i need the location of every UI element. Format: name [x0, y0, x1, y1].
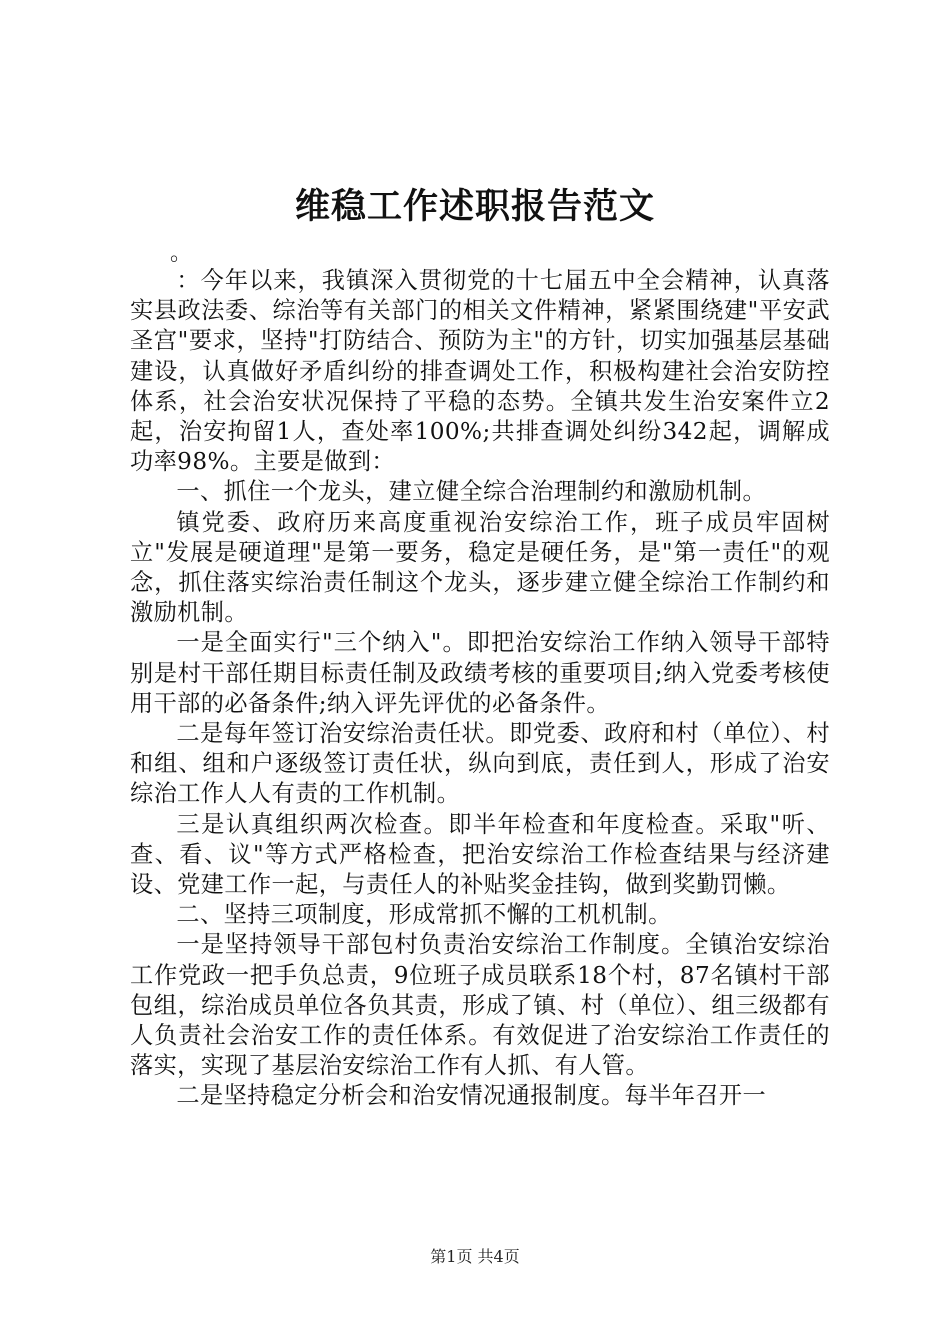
- page-footer: 第1页 共4页: [430, 1247, 520, 1266]
- section-heading: 二、坚持三项制度，形成常抓不懈的工机机制。: [176, 901, 672, 929]
- document-title: 维稳工作述职报告范文: [294, 186, 655, 227]
- document-body: [130, 266, 830, 1112]
- paragraph: 一是坚持领导干部包村负责治安综治工作制度。全镇治安综治工作党政一把手负总责，9位班子成员联系18个村，87名镇村干部包组，综治成员单位各负其责，形成了镇、村（单位）、组三级都有人负责社会治安工作的责任体系。有效促进了治安综治工作责任的落实，实现了基层治安综治工作有人抓、有人管。: [130, 931, 830, 1080]
- paragraph: 一是全面实行"三个纳入"。即把治安综治工作纳入领导干部特别是村干部任期目标责任制及政绩考核的重要项目;纳入党委考核使用干部的必备条件;纳入评先评优的必备条件。: [130, 629, 830, 717]
- paragraph: 二是每年签订治安综治责任状。即党委、政府和村（单位）、村和组、组和户逐级签订责任状，纵向到底，责任到人，形成了治安综治工作人人有责的工作机制。: [130, 720, 830, 808]
- lead-mark: 。: [170, 241, 193, 266]
- paragraph: 三是认真组织两次检查。即半年检查和年度检查。采取"听、查、看、议"等方式严格检查，把治安综治工作检查结果与经济建设、党建工作一起，与责任人的补贴奖金挂钩，做到奖勤罚懒。: [130, 810, 830, 899]
- section-heading: 一、抓住一个龙头，建立健全综合治理制约和激励机制。: [176, 478, 767, 506]
- paragraph: 二是坚持稳定分析会和治安情况通报制度。每半年召开一: [176, 1082, 767, 1110]
- paragraph: ：今年以来，我镇深入贯彻党的十七届五中全会精神，认真落实县政法委、综治等有关部门的相关文件精神，紧紧围绕建"平安武圣宫"要求，坚持"打防结合、预防为主"的方针，切实加强基层基础建设，认真做好矛盾纠纷的排查调处工作，积极构建社会治安防控体系，社会治安状况保持了平稳的态势。全镇共发生治安案件立2起，治安拘留1人，查处率100%;共排查调处纠纷342起，调解成功率98%。主要是做到：: [130, 267, 830, 476]
- paragraph: 镇党委、政府历来高度重视治安综治工作，班子成员牢固树立"发展是硬道理"是第一要务，稳定是硬任务，是"第一责任"的观念，抓住落实综治责任制这个龙头，逐步建立健全综治工作制约和激励机制。: [130, 508, 830, 627]
